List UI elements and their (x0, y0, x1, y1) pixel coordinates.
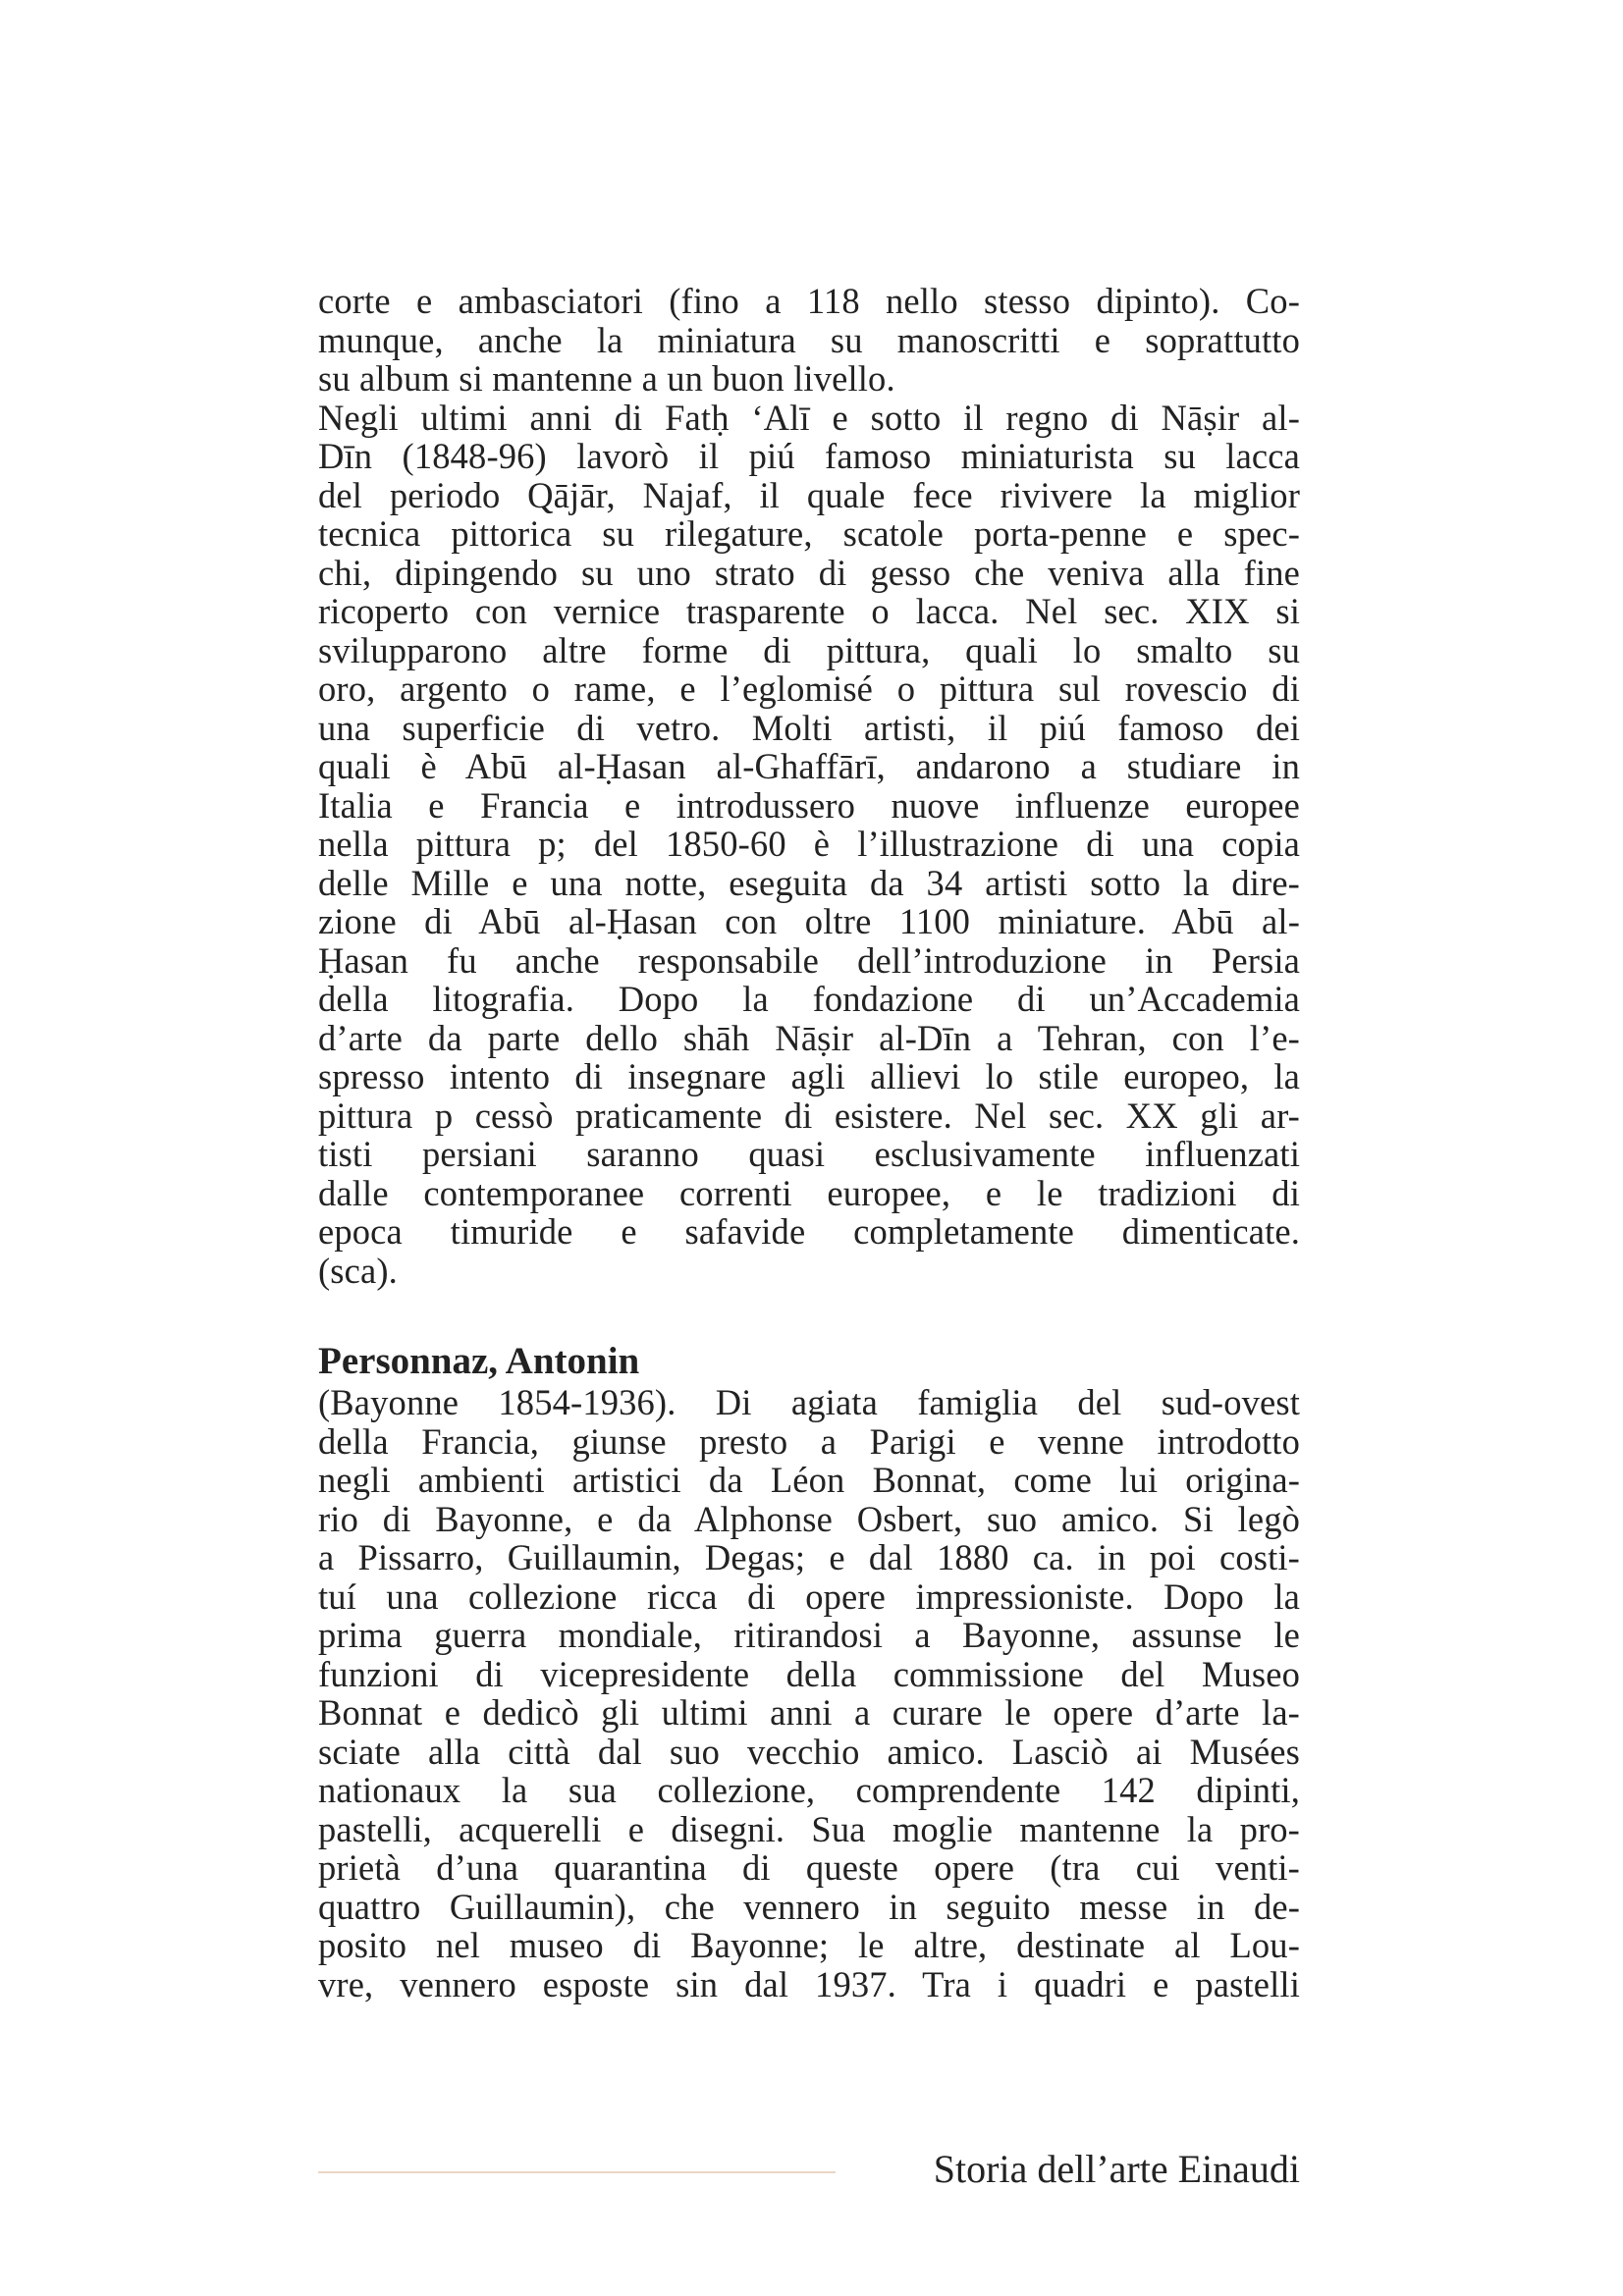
entry-heading: Personnaz, Antonin (318, 1340, 640, 1382)
text-line: a Pissarro, Guillaumin, Degas; e dal 1880 ca. in poi costi- (318, 1537, 1300, 1577)
text-line: posito nel museo di Bayonne; le altre, destinate al Lou- (318, 1925, 1300, 1965)
text-line: della Francia, giunse presto a Parigi e venne introdotto (318, 1420, 1300, 1462)
text-line: vre, vennero esposte sin dal 1937. Tra i quadri e pastelli (318, 1963, 1300, 2004)
text-line: epoca timuride e safavide completamente dimenticate. (318, 1211, 1300, 1252)
footer-title: Storia dell’arte Einaudi (933, 2147, 1300, 2191)
text-line: (Bayonne 1854-1936). Di agiata famiglia del sud-ovest (318, 1382, 1300, 1422)
text-line: sciate alla città dal suo vecchio amico. Lasciò ai Musées (318, 1731, 1300, 1772)
text-line: delle Mille e una notte, eseguita da 34 artisti sotto la dire- (318, 862, 1300, 903)
text-line: tecnica pittorica su rilegature, scatole porta-penne e spec- (318, 513, 1300, 554)
text-line: Italia e Francia e introdussero nuove influenze europee (318, 784, 1300, 826)
text-line: pittura p cessò praticamente di esistere. Nel sec. XX gli ar- (318, 1095, 1300, 1136)
text-line: tuí una collezione ricca di opere impressioniste. Dopo la (318, 1575, 1300, 1617)
text-line: negli ambienti artistici da Léon Bonnat, come lui origina- (318, 1460, 1300, 1500)
text-line: prietà d’una quarantina di queste opere (tra cui venti- (318, 1847, 1300, 1888)
text-line: oro, argento o rame, e l’eglomisé o pittura sul rovescio di (318, 668, 1300, 709)
text-line: dalle contemporanee correnti europee, e le tradizioni di (318, 1172, 1300, 1213)
text-line: nationaux la sua collezione, comprendente 142 dipinti, (318, 1770, 1300, 1810)
text-line: della litografia. Dopo la fondazione di un’Accademia (318, 979, 1300, 1019)
author-initials: (sca). (318, 1250, 398, 1291)
text-line: spresso intento di insegnare agli allievi lo stile europeo, la (318, 1056, 1300, 1096)
text-line: prima guerra mondiale, ritirandosi a Bayonne, assunse le (318, 1615, 1300, 1655)
text-line: una superficie di vetro. Molti artisti, il piú famoso dei (318, 707, 1300, 748)
text-line: d’arte da parte dello shāh Nāṣir al-Dīn a Tehran, con l’e- (318, 1017, 1300, 1058)
text-line: quattro Guillaumin), che vennero in seguito messe in de- (318, 1886, 1300, 1927)
text-line: del periodo Qājār, Najaf, il quale fece rivivere la miglior (318, 474, 1300, 515)
entry-continuation (318, 282, 1300, 1290)
text-line: corte e ambasciatori (fino a 118 nello stesso dipinto). Co- (318, 281, 1300, 321)
footer-rule (318, 2171, 836, 2173)
text-line: nella pittura p; del 1850-60 è l’illustrazione di una copia (318, 824, 1300, 864)
entry-body (318, 1383, 1300, 2003)
text-line: ricoperto con vernice trasparente o lacca. Nel sec. XIX si (318, 591, 1300, 631)
text-line: chi, dipingendo su uno strato di gesso che veniva alla fine (318, 552, 1300, 593)
main-text-column (318, 282, 1300, 2003)
text-line: pastelli, acquerelli e disegni. Sua moglie mantenne la pro- (318, 1808, 1300, 1849)
text-line: Ḥasan fu anche responsabile dell’introduzione in Persia (318, 939, 1300, 981)
text-line: svilupparono altre forme di pittura, quali lo smalto su (318, 629, 1300, 670)
text-line: Dīn (1848-96) lavorò il piú famoso miniaturista su lacca (318, 436, 1300, 476)
text-line: quali è Abū al-Ḥasan al-Ghaffārī, andarono a studiare in (318, 746, 1300, 786)
text-line: rio di Bayonne, e da Alphonse Osbert, suo amico. Si legò (318, 1498, 1300, 1539)
text-line: munque, anche la miniatura su manoscritti e soprattutto (318, 319, 1300, 360)
text-line: Negli ultimi anni di Fatḥ ‘Alī e sotto il regno di Nāṣir al- (318, 397, 1300, 438)
text-line: su album si mantenne a un buon livello. (318, 358, 895, 399)
text-line: zione di Abū al-Ḥasan con oltre 1100 miniature. Abū al- (318, 901, 1300, 941)
text-line: tisti persiani saranno quasi esclusivamente influenzati (318, 1134, 1300, 1174)
text-line: funzioni di vicepresidente della commissione del Museo (318, 1653, 1300, 1694)
text-line: Bonnat e dedicò gli ultimi anni a curare le opere d’arte la- (318, 1692, 1300, 1733)
